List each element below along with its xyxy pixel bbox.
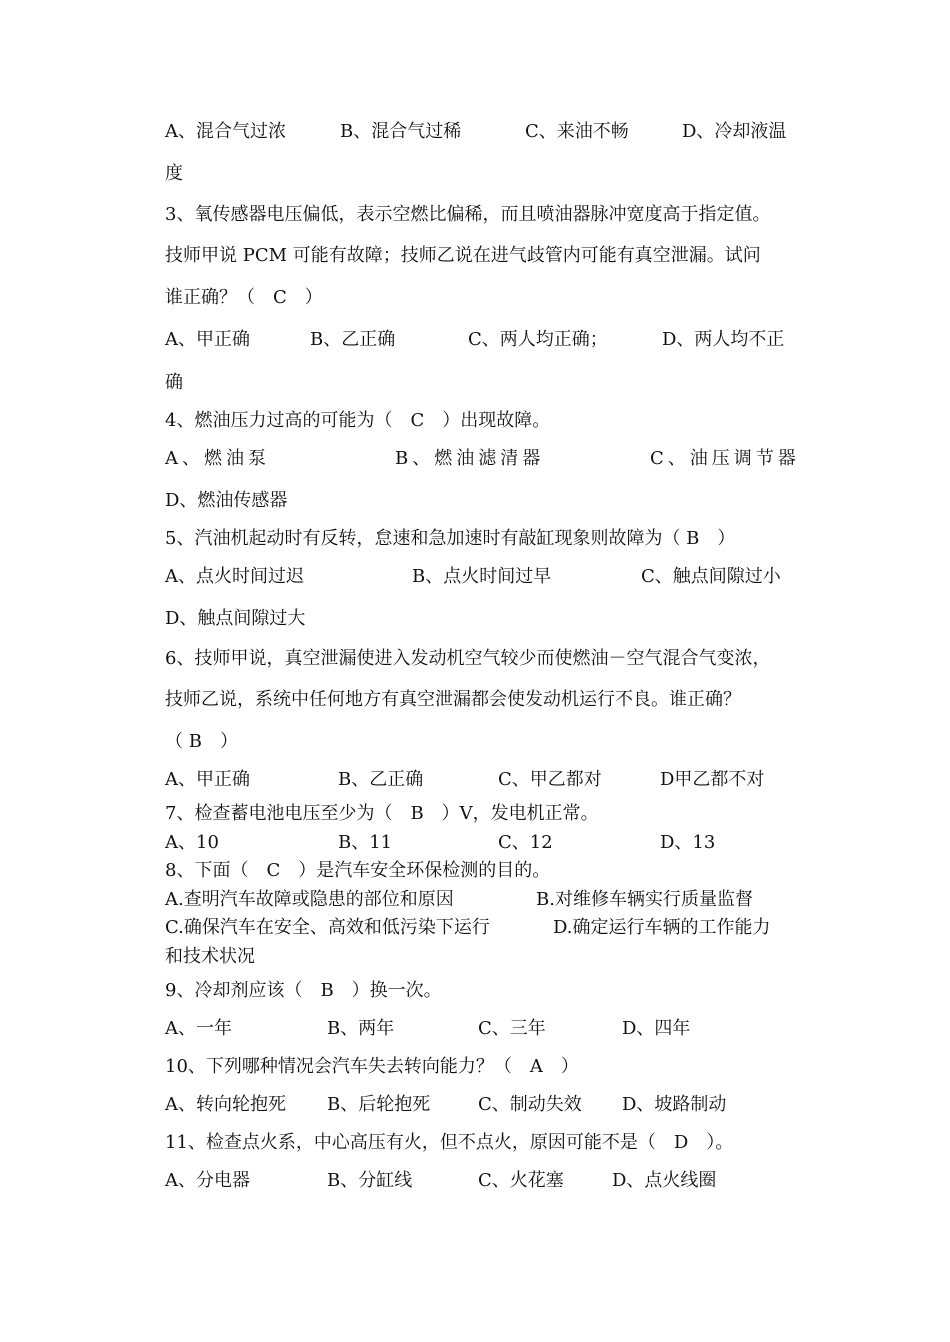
question-11: 11、检查点火系，中心高压有火，但不点火，原因可能不是（ D ）。 [165, 1132, 734, 1153]
question-7: 7、检查蓄电池电压至少为（ B ）V，发电机正常。 [165, 803, 599, 824]
option-c: C、制动失效 [478, 1094, 582, 1115]
q10-options [0, 1094, 950, 1116]
option-b: B、两年 [327, 1018, 395, 1039]
option-a: A、混合气过浓 [165, 121, 286, 142]
option-c: C、触点间隙过小 [641, 566, 781, 587]
q6-options [0, 769, 950, 791]
q7-options [0, 832, 950, 854]
option-a: A、分电器 [165, 1170, 250, 1191]
q2-option-continuation: 度 [165, 163, 183, 184]
option-a: A、一年 [165, 1018, 232, 1039]
option-c: C、来油不畅 [525, 121, 629, 142]
option-d: D、坡路制动 [622, 1094, 727, 1115]
option-b: B、乙正确 [310, 329, 396, 350]
question-6-answer: （ B ） [165, 731, 238, 752]
q8-option-continuation: 和技术状况 [165, 946, 255, 967]
q5-option-d: D、触点间隙过大 [165, 608, 306, 629]
q9-options [0, 1018, 950, 1040]
q4-options [0, 448, 950, 470]
q2-options [0, 121, 950, 143]
question-4: 4、燃油压力过高的可能为（ C ）出现故障。 [165, 410, 551, 431]
option-c: C、甲乙都对 [498, 769, 602, 790]
question-3-line-2: 技师甲说 PCM 可能有故障；技师乙说在进气歧管内可能有真空泄漏。试问 [165, 245, 761, 266]
question-5: 5、汽油机起动时有反转，怠速和急加速时有敲缸现象则故障为（ B ） [165, 528, 736, 549]
q11-options [0, 1170, 950, 1192]
option-a: A、甲正确 [165, 769, 250, 790]
option-b: B、燃油滤清器 [395, 448, 545, 469]
option-a: A、甲正确 [165, 329, 250, 350]
option-b: B、乙正确 [338, 769, 424, 790]
option-b: B、点火时间过早 [412, 566, 552, 587]
option-b: B、混合气过稀 [340, 121, 462, 142]
q8-options-ab [0, 889, 950, 911]
question-6-line-1: 6、技师甲说，真空泄漏使进入发动机空气较少而使燃油－空气混合气变浓， [165, 648, 771, 669]
option-d: D、13 [660, 832, 716, 853]
option-b: B.对维修车辆实行质量监督 [536, 889, 753, 910]
option-a: A、10 [165, 832, 219, 853]
question-3-line-1: 3、氧传感器电压偏低，表示空燃比偏稀，而且喷油器脉冲宽度高于指定值。 [165, 204, 771, 225]
option-d: D、冷却液温 [682, 121, 787, 142]
option-a: A、点火时间过迟 [165, 566, 304, 587]
q3-option-continuation: 确 [165, 372, 183, 393]
option-b: B、后轮抱死 [327, 1094, 431, 1115]
option-b: B、11 [338, 832, 393, 853]
option-a: A、转向轮抱死 [165, 1094, 286, 1115]
q4-option-d: D、燃油传感器 [165, 490, 288, 511]
question-9: 9、冷却剂应该（ B ）换一次。 [165, 980, 442, 1001]
question-10: 10、下列哪种情况会汽车失去转向能力？（ A ） [165, 1056, 579, 1077]
option-b: B、分缸线 [327, 1170, 413, 1191]
option-c: C、油压调节器 [650, 448, 800, 469]
option-d: D、两人均不正 [662, 329, 785, 350]
option-c: C、火花塞 [478, 1170, 564, 1191]
option-d: D甲乙都不对 [660, 769, 765, 790]
q8-options-cd [0, 917, 950, 939]
option-d: D、四年 [622, 1018, 691, 1039]
option-c: C、两人均正确； [468, 329, 608, 350]
option-c: C.确保汽车在安全、高效和低污染下运行 [165, 917, 490, 938]
option-d: D、点火线圈 [612, 1170, 717, 1191]
question-3-line-3: 谁正确？（ C ） [165, 287, 323, 308]
option-c: C、12 [498, 832, 553, 853]
q3-options [0, 329, 950, 351]
q5-options [0, 566, 950, 588]
question-6-line-2: 技师乙说，系统中任何地方有真空泄漏都会使发动机运行不良。谁正确？ [165, 689, 741, 710]
option-d: D.确定运行车辆的工作能力 [553, 917, 771, 938]
option-c: C、三年 [478, 1018, 546, 1039]
question-8: 8、下面（ C ）是汽车安全环保检测的目的。 [165, 860, 551, 881]
option-a: A、燃油泵 [165, 448, 270, 469]
option-a: A.查明汽车故障或隐患的部位和原因 [165, 889, 454, 910]
